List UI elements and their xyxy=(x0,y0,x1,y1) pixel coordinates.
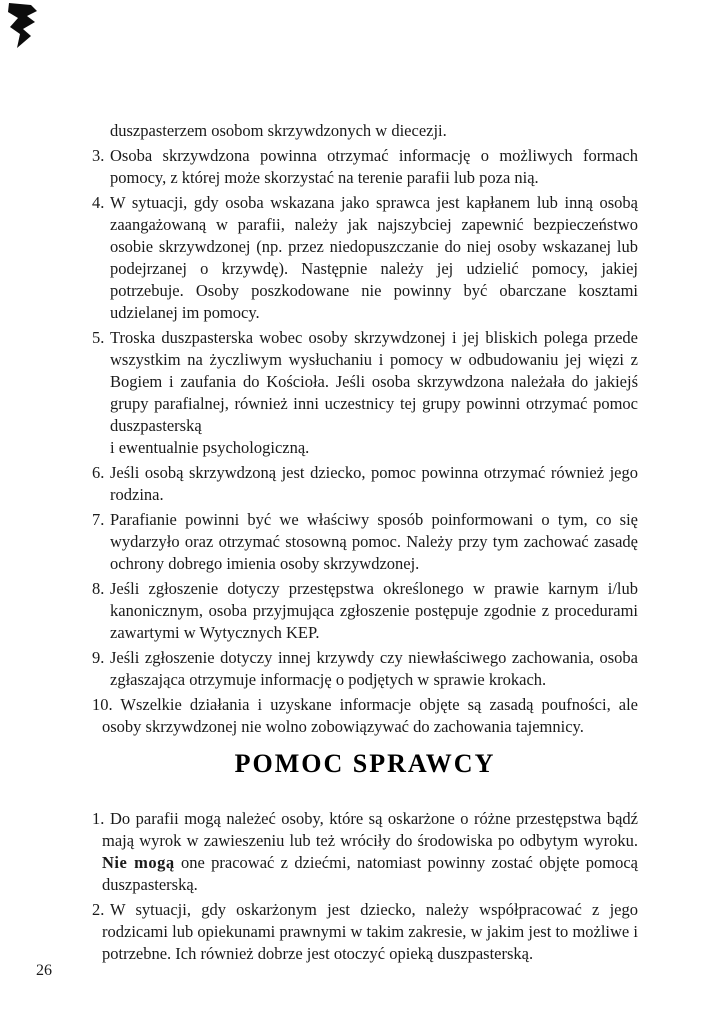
list-item-text: Osoba skrzywdzona powinna otrzymać informację o możliwych formach pomocy, z której może skorzystać na terenie parafii lub poza nią. xyxy=(110,146,638,187)
list-item xyxy=(92,145,638,189)
list-item-text: W sytuacji, gdy osoba wskazana jako sprawca jest kapłanem lub inną osobą zaangażowaną w parafii, należy jak najszybciej zapewnić bezpieczeństwo osobie skrzywdzonej (np. przez niedopuszczanie do niej osoby wskazanej lub podejrzanej o krzywdę). Następnie należy jej udzielić pomocy, jakiej potrzebuje. Osoby poszkodowane nie powinny być obarczane kosztami udzielanej im pomocy. xyxy=(110,193,638,322)
page-number: 26 xyxy=(36,962,52,979)
list-item xyxy=(92,327,638,459)
list-item-number: 8. xyxy=(92,579,105,598)
list-item-number: 3. xyxy=(92,146,105,165)
list-item-number: 10. xyxy=(92,695,113,714)
paragraph-continuation: duszpasterzem osobom skrzywdzonych w diecezji. xyxy=(110,121,447,140)
list-item-text: Parafianie powinni być we właściwy sposób poinformowani o tym, co się wydarzyło oraz otrzymać stosowną pomoc. Należy przy tym zachować zasadę ochrony dobrego imienia osoby skrzywdzonej. xyxy=(110,510,638,573)
list-item-number: 9. xyxy=(92,648,105,667)
list-item-text: Jeśli osobą skrzywdzoną jest dziecko, pomoc powinna otrzymać również jego rodzina. xyxy=(110,463,638,504)
list-item xyxy=(92,694,638,738)
list-item-text: Jeśli zgłoszenie dotyczy innej krzywdy czy niewłaściwego zachowania, osoba zgłaszająca otrzymuje informację o podjętych w sprawie krokach. xyxy=(110,648,638,689)
list-item xyxy=(92,899,638,965)
list-item-text: W sytuacji, gdy oskarżonym jest dziecko, należy współpracować z jego rodzicami lub opiekunami prawnymi w takim zakresie, w jakim jest to możliwe i potrzebne. Ich również dobrze jest otoczyć opieką duszpasterską. xyxy=(102,900,638,963)
text-column xyxy=(92,120,638,965)
list-item xyxy=(92,647,638,691)
numbered-list-help-for-offender xyxy=(92,808,638,965)
list-item-number: 7. xyxy=(92,510,105,529)
bold-emphasis: Nie mogą xyxy=(102,853,175,872)
list-item-number: 2. xyxy=(92,900,105,919)
list-item-number: 6. xyxy=(92,463,105,482)
list-item-text: Troska duszpasterska wobec osoby skrzywdzonej i jej bliskich polega przede wszystkim na życzliwym wysłuchaniu i pomocy w odbudowaniu jej więzi z Bogiem i zaufania do Kościoła. Jeśli osoba skrzywdzona należała do jakiejś grupy parafialnej, również inni uczestnicy tej grupy powinni otrzymać pomoc duszpasterską i ewentualnie psychologiczną. xyxy=(110,328,638,457)
list-item xyxy=(92,509,638,575)
list-item xyxy=(92,808,638,896)
list-item xyxy=(92,192,638,324)
list-item-number: 5. xyxy=(92,328,105,347)
list-item xyxy=(92,462,638,506)
list-item-text: Jeśli zgłoszenie dotyczy przestępstwa określonego w prawie karnym i/lub kanonicznym, osoba przyjmująca zgłoszenie postępuje zgodnie z procedurami zawartymi w Wytycznych KEP. xyxy=(110,579,638,642)
section-heading: POMOC SPRAWCY xyxy=(234,749,496,778)
list-item xyxy=(92,578,638,644)
list-item-text: Wszelkie działania i uzyskane informacje objęte są zasadą poufności, ale osoby skrzywdzonej nie wolno zobowiązywać do zachowania tajemnicy. xyxy=(102,695,639,736)
ink-blot-corner-artifact xyxy=(7,3,39,51)
list-item-number: 4. xyxy=(92,193,105,212)
list-item-text: Do parafii mogą należeć osoby, które są oskarżone o różne przestępstwa bądź mają wyrok w zawieszeniu lub też wróciły do środowiska po odbytym wyroku. Nie mogą one pracować z dziećmi, natomiast powinny zostać objęte pomocą duszpasterską. xyxy=(102,809,638,894)
list-item-number: 1. xyxy=(92,809,105,828)
numbered-list-help-for-victim xyxy=(92,145,638,738)
